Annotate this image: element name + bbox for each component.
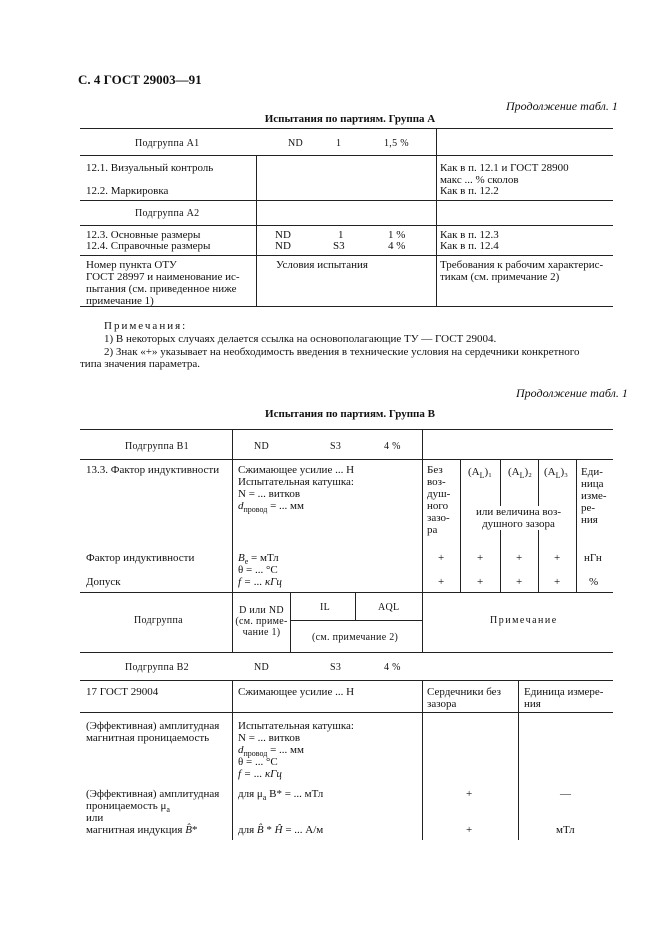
hdr-note2: (см. примечание 2) xyxy=(312,632,399,643)
row-17-c3-line2: зазора xyxy=(427,698,457,710)
row-17-label: 17 ГОСТ 29004 xyxy=(86,686,159,698)
tolerance-cond: f = ... кГц xyxy=(238,576,282,588)
row-17-c4-line2: ния xyxy=(524,698,541,710)
gap-line1: Без xyxy=(427,464,443,476)
tolerance-label: Допуск xyxy=(86,576,121,588)
gap-line3: душ- xyxy=(427,488,451,500)
subgroup-a1-il: 1 xyxy=(336,138,342,149)
row-12-2-label: 12.2. Маркировка xyxy=(86,185,169,197)
row-12-3-d: ND xyxy=(275,229,291,241)
tolerance-val-gap: + xyxy=(438,576,445,588)
note-2b: типа значения параметра. xyxy=(80,358,200,370)
factor-unit: нГн xyxy=(584,552,602,564)
row-12-4-d: ND xyxy=(275,240,291,252)
tolerance-val-al3: + xyxy=(554,576,561,588)
mua-label-line3: или xyxy=(86,812,104,824)
perm-label-line2: магнитная проницаемость xyxy=(86,732,210,744)
subgroup-a2-label: Подгруппа А2 xyxy=(135,208,200,219)
row-17-cond: Сжимающее усилие ... Н xyxy=(238,686,355,698)
row-13-3-label: 13.3. Фактор индуктивности xyxy=(86,464,220,476)
tolerance-val-al2: + xyxy=(516,576,523,588)
row-13-3-cond4: $d_{провод}$ = ... мм xyxy=(238,500,304,515)
row-12-3-aql: 1 % xyxy=(388,229,406,241)
subgroup-b2-d: ND xyxy=(254,662,270,673)
hdr-aql: AQL xyxy=(378,602,400,613)
hdr-il: IL xyxy=(320,602,331,613)
footer-col1-line2: ГОСТ 28997 и наименование ис- xyxy=(86,271,240,283)
row-12-4-label: 12.4. Справочные размеры xyxy=(86,240,211,252)
footer-col3-line2: тикам (см. примечание 2) xyxy=(440,271,560,283)
mua-val1: + xyxy=(466,788,473,800)
mua-unit1: — xyxy=(560,788,571,800)
subgroup-a1-aql: 1,5 % xyxy=(384,138,409,149)
mua-cond2: для B̂ * Ĥ = ... А/м xyxy=(238,824,324,836)
row-12-3-il: 1 xyxy=(338,229,344,241)
unit-line3: изме- xyxy=(581,490,607,502)
gap-value-line1: или величина воз- xyxy=(461,506,576,518)
unit-line1: Еди- xyxy=(581,466,603,478)
mua-val2: + xyxy=(466,824,473,836)
mua-label-line1: (Эффективная) амплитудная xyxy=(86,788,220,800)
mua-unit2: мТл xyxy=(556,824,575,836)
unit-line4: ре- xyxy=(581,502,596,514)
row-12-3-req: Как в п. 12.3 xyxy=(440,229,499,241)
tolerance-unit: % xyxy=(589,576,599,588)
al3-header: $(A_L)_3$ xyxy=(544,466,568,481)
perm-cond5: f = ... кГц xyxy=(238,768,282,780)
row-12-1-req1: Как в п. 12.1 и ГОСТ 28900 xyxy=(440,162,569,174)
subgroup-b2-aql: 4 % xyxy=(384,662,401,673)
subgroup-b2-label: Подгруппа В2 xyxy=(125,662,189,673)
footer-col2: Условия испытания xyxy=(276,259,368,271)
footer-col1-line4: примечание 1) xyxy=(86,295,154,307)
factor-val-al3: + xyxy=(554,552,561,564)
row-12-2-req: Как в п. 12.2 xyxy=(440,185,499,197)
gap-value-line2: душного зазора xyxy=(461,518,576,530)
unit-line5: ния xyxy=(581,514,598,526)
subgroup-b1-d: ND xyxy=(254,441,270,452)
perm-label-line1: (Эффективная) амплитудная xyxy=(86,720,220,732)
perm-cond3: $d_{провод}$ = ... мм xyxy=(238,744,304,759)
subgroup-a1-d: ND xyxy=(288,138,304,149)
table-a-continuation: Продолжение табл. 1 xyxy=(506,99,618,113)
mua-label-line2: проницаемость $\mu_a$ xyxy=(86,800,170,815)
mua-label-line4: магнитная индукция B̂* xyxy=(86,824,198,836)
subgroup-b2-il: S3 xyxy=(330,662,342,673)
hdr-d-line3: чание 1) xyxy=(242,627,281,638)
footer-col1-line1: Номер пункта ОТУ xyxy=(86,259,177,271)
mua-cond1: для $\mu_a$ B* = ... мТл xyxy=(238,788,324,803)
al2-header: $(A_L)_2$ xyxy=(508,466,532,481)
table-b-title: Испытания по партиям. Группа В xyxy=(265,408,435,420)
row-12-4-il: S3 xyxy=(333,240,345,252)
hdr-subgroup: Подгруппа xyxy=(134,615,183,626)
row-12-4-req: Как в п. 12.4 xyxy=(440,240,499,252)
table-a-title: Испытания по партиям. Группа А xyxy=(264,113,436,125)
factor-cond2: θ = ... °C xyxy=(238,564,278,576)
factor-label: Фактор индуктивности xyxy=(86,552,195,564)
hdr-d-line1: D или ND xyxy=(239,605,284,616)
footer-col3-line1: Требования к рабочим характерис- xyxy=(440,259,604,271)
gap-line2: воз- xyxy=(427,476,446,488)
row-12-1-label: 12.1. Визуальный контроль xyxy=(86,162,214,174)
note-2a: 2) Знак «+» указывает на необходимость введения в технические условия на сердечники конкретного xyxy=(104,346,580,358)
row-13-3-cond1: Сжимающее усилие ... Н xyxy=(238,464,355,476)
gap-line4: ного xyxy=(427,500,449,512)
gap-line5: зазо- xyxy=(427,512,450,524)
row-17-c4-line1: Единица измере- xyxy=(524,686,604,698)
note-1: 1) В некоторых случаях делается ссылка на основополагающие ТУ — ГОСТ 29004. xyxy=(104,333,497,345)
perm-cond2: N = ... витков xyxy=(238,732,301,744)
perm-cond4: θ = ... °C xyxy=(238,756,278,768)
unit-line2: ница xyxy=(581,478,604,490)
factor-val-al2: + xyxy=(516,552,523,564)
factor-val-gap: + xyxy=(438,552,445,564)
row-13-3-cond3: N = ... витков xyxy=(238,488,301,500)
al1-header: $(A_L)_1$ xyxy=(468,466,492,481)
subgroup-b1-aql: 4 % xyxy=(384,441,401,452)
factor-val-al1: + xyxy=(477,552,484,564)
tolerance-val-al1: + xyxy=(477,576,484,588)
subgroup-b1-il: S3 xyxy=(330,441,342,452)
perm-cond1: Испытательная катушка: xyxy=(238,720,354,732)
hdr-d-line2: (см. приме- xyxy=(235,616,288,627)
subgroup-b1-label: Подгруппа В1 xyxy=(125,441,189,452)
table-b-continuation: Продолжение табл. 1 xyxy=(516,386,628,400)
row-13-3-cond2: Испытательная катушка: xyxy=(238,476,354,488)
footer-col1-line3: пытания (см. приведенное ниже xyxy=(86,283,237,295)
row-12-3-label: 12.3. Основные размеры xyxy=(86,229,201,241)
subgroup-a1-label: Подгруппа А1 xyxy=(135,138,200,149)
row-17-c3-line1: Сердечники без xyxy=(427,686,502,698)
row-12-4-aql: 4 % xyxy=(388,240,406,252)
notes-title: Примечания: xyxy=(104,320,188,332)
gap-line6: ра xyxy=(427,524,438,536)
page-label: С. 4 ГОСТ 29003—91 xyxy=(78,72,202,87)
factor-cond: $B_e$ = мТл xyxy=(238,552,279,567)
row-12-1-req2: макс ... % сколов xyxy=(440,174,519,186)
hdr-note: Примечание xyxy=(490,615,558,626)
